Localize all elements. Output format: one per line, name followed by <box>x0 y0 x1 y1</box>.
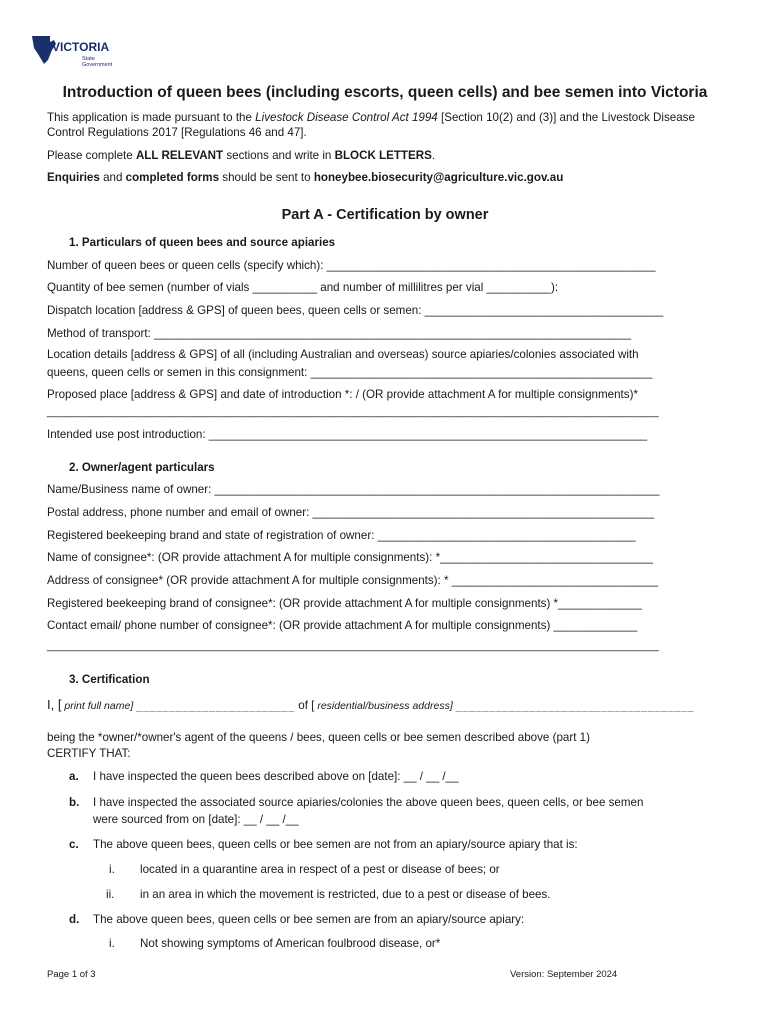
item-b-label: b. <box>69 796 80 809</box>
item-c-i-text: located in a quarantine area in respect of a pest or disease of bees; or <box>140 863 500 876</box>
item-b-text-1: I have inspected the associated source apiaries/colonies the above queen bees, queen cells, or bee semen <box>93 796 644 809</box>
item-c-text: The above queen bees, queen cells or bee semen are not from an apiary/source apiary that is: <box>93 838 578 851</box>
field-proposed-place: Proposed place [address & GPS] and date of introduction *: / (OR provide attachment A for multiple consignments)* <box>47 388 638 401</box>
victoria-state-government-logo <box>30 34 120 74</box>
item-d-i-text: Not showing symptoms of American foulbrood disease, or* <box>140 937 441 950</box>
field-method-of-transport: Method of transport: __________________________________________________________________________ <box>47 327 632 340</box>
field-consignee-contact: Contact email/ phone number of consignee*: (OR provide attachment A for multiple consignments) _____________ <box>47 619 638 632</box>
field-consignee-name: Name of consignee*: (OR provide attachment A for multiple consignments): *_________________________________ <box>47 551 653 564</box>
field-dispatch-location: Dispatch location [address & GPS] of queen bees, queen cells or semen: _____________________________________ <box>47 304 664 317</box>
certify-that: CERTIFY THAT: <box>47 747 131 760</box>
certification-statement: I, [ print full name] ________________________ of [ residential/business address] ____________________________________ <box>47 697 694 712</box>
field-consignee-contact-line: ____________________________________________________________________________________________________ <box>47 640 659 652</box>
section-1-heading: 1. Particulars of queen bees and source apiaries <box>69 236 336 249</box>
item-c-ii-text: in an area in which the movement is restricted, due to a pest or disease of bees. <box>140 888 551 901</box>
item-d-i-label: i. <box>109 937 115 950</box>
enquiries-line: Enquiries and completed forms should be sent to honeybee.biosecurity@agriculture.vic.gov.au <box>47 171 564 184</box>
item-d-label: d. <box>69 913 80 926</box>
document-title: Introduction of queen bees (including escorts, queen cells) and bee semen into Victoria <box>62 84 708 101</box>
field-owner-brand: Registered beekeeping brand and state of registration of owner: ________________________________________ <box>47 529 636 542</box>
complete-instruction: Please complete ALL RELEVANT sections and write in BLOCK LETTERS. <box>47 149 436 162</box>
page-number: Page 1 of 3 <box>47 969 96 980</box>
item-a-label: a. <box>69 770 79 783</box>
version-label: Version: September 2024 <box>510 969 618 980</box>
section-2-heading: 2. Owner/agent particulars <box>69 461 215 474</box>
intro-line-1: This application is made pursuant to the Livestock Disease Control Act 1994 [Section 10(2) and (3)] and the Livestock Disease <box>47 111 695 124</box>
logo-sub-state: State <box>82 56 95 62</box>
field-consignee-brand: Registered beekeeping brand of consignee*: (OR provide attachment A for multiple consignments) *_____________ <box>47 597 642 610</box>
item-b-text-2: were sourced from on [date]: __ / __ /__ <box>93 813 299 826</box>
act-name: Livestock Disease Control Act 1994 <box>255 111 438 124</box>
field-quantity-bee-semen: Quantity of bee semen (number of vials __________ and number of millilitres per vial __________): <box>47 281 559 294</box>
field-location-details: Location details [address & GPS] of all (including Australian and overseas) source apiaries/colonies associated with <box>47 348 639 361</box>
victoria-map-icon <box>30 34 120 74</box>
logo-sub-government: Government <box>82 62 113 68</box>
field-number-queen-bees: Number of queen bees or queen cells (specify which): ___________________________________________________ <box>47 259 656 272</box>
part-a-title: Part A - Certification by owner <box>281 207 489 223</box>
item-d-text: The above queen bees, queen cells or bee semen are from an apiary/source apiary: <box>93 913 525 926</box>
intro-line-2: Control Regulations 2017 [Regulations 46 and 47]. <box>47 126 307 139</box>
field-consignee-address: Address of consignee* (OR provide attachment A for multiple consignments): * ________________________________ <box>47 574 659 587</box>
field-owner-postal-address: Postal address, phone number and email of owner: _____________________________________________________ <box>47 506 655 519</box>
field-owner-name: Name/Business name of owner: _____________________________________________________________________ <box>47 483 660 496</box>
logo-wordmark: VICTORIA <box>52 40 110 54</box>
item-c-ii-label: ii. <box>106 888 115 901</box>
being-owner-line-1: being the *owner/*owner's agent of the queens / bees, queen cells or bee semen described above (part 1) <box>47 731 590 744</box>
item-c-label: c. <box>69 838 79 851</box>
enquiries-email: honeybee.biosecurity@agriculture.vic.gov.au <box>313 171 564 184</box>
item-a-text: I have inspected the queen bees described above on [date]: __ / __ /__ <box>93 770 459 783</box>
field-proposed-place-line: ____________________________________________________________________________________________________ <box>47 406 659 418</box>
item-c-i-label: i. <box>109 863 115 876</box>
field-location-details-line-2: queens, queen cells or semen in this consignment: _____________________________________________________ <box>47 366 653 379</box>
field-intended-use: Intended use post introduction: ____________________________________________________________________ <box>47 428 648 441</box>
section-3-heading: 3. Certification <box>69 673 150 686</box>
